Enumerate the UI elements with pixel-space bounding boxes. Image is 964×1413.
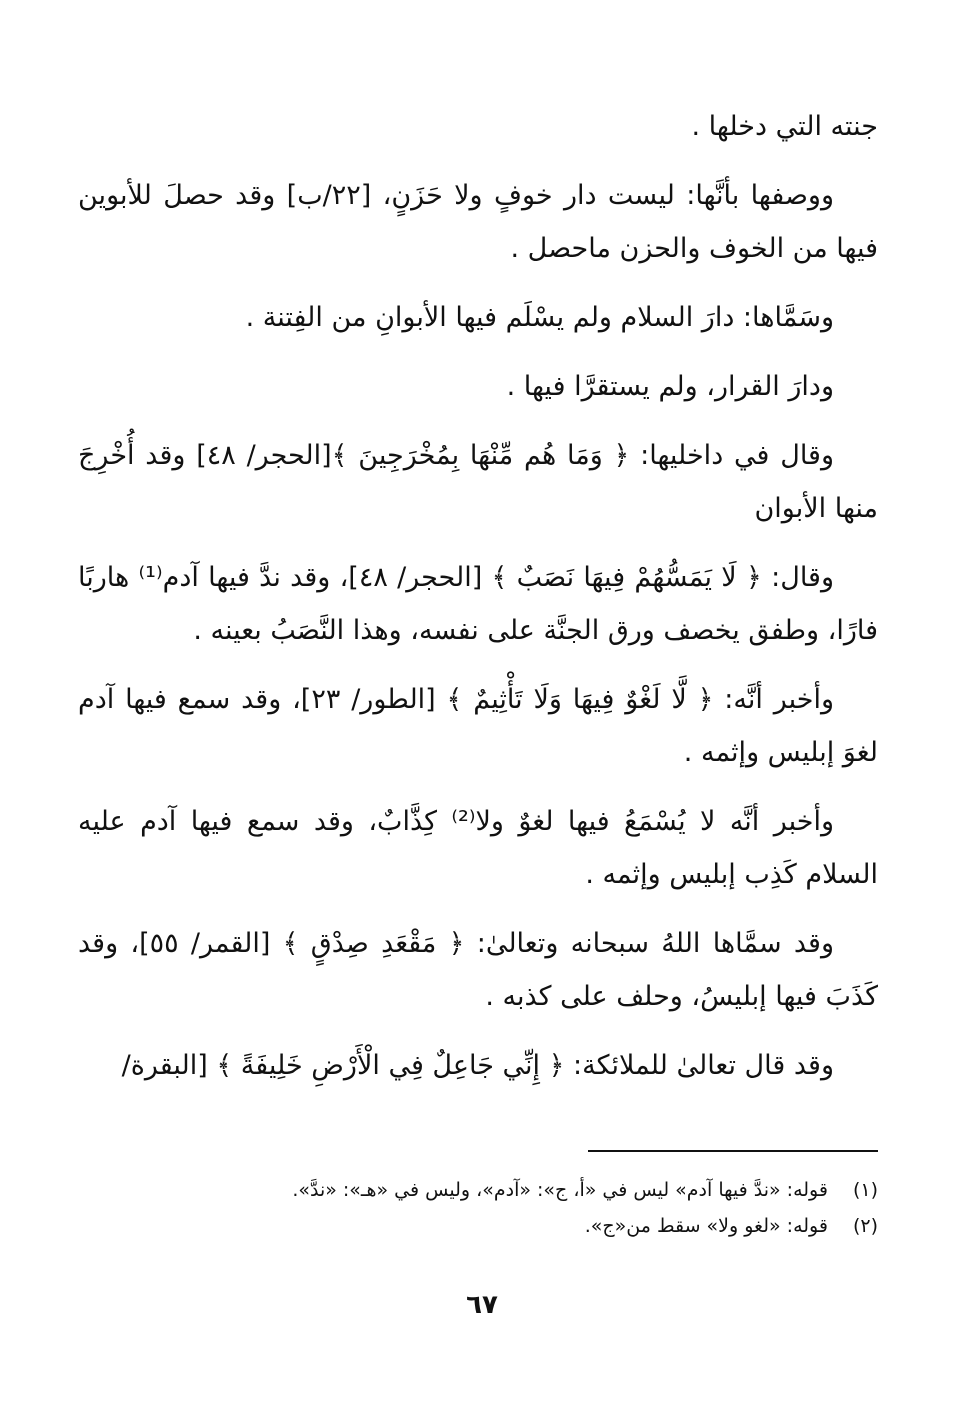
paragraph-5: وقال في داخليها: ﴿ وَمَا هُم مِّنْهَا بِمُخْرَجِينَ ﴾[الحجر/ ٤٨] وقد أُخْرِجَ منها الأبوان (78, 440, 878, 524)
footnote-text: قوله: «ندَّ فيها آدم» ليس في «أ، ج»: «آدم»، وليس في «هـ»: «ندَّ». (292, 1179, 828, 1201)
footnote-2 (88, 1208, 878, 1244)
footnote-number: (٢) (852, 1215, 878, 1237)
footnote-text: قوله: «لغو ولا» سقط من«ج». (584, 1215, 828, 1237)
paragraph-7: وأخبر أنَّه: ﴿ لَّا لَغْوٌ فِيهَا وَلَا تَأْثِيمٌ ﴾ [الطور/ ٢٣]، وقد سمع فيها آدم لغوَ إبليس وإثمه . (78, 684, 878, 768)
paragraph-6: وقال: ﴿ لَا يَمَسُّهُمْ فِيهَا نَصَبٌ ﴾ [الحجر/ ٤٨]، وقد ندَّ فيها آدم⁽¹⁾ هاربًا فارًا، وطفق يخصف ورق الجنَّة على نفسه، وهذا النَّصَبُ بعينه . (78, 562, 878, 646)
footnotes (88, 1172, 878, 1244)
paragraph-2: ووصفها بأنَّها: ليست دار خوفٍ ولا حَزَنٍ، [٢٢/ب] وقد حصلَ للأبوين فيها من الخوف والحزن ماحصل . (78, 180, 878, 264)
paragraph-8: وأخبر أنَّه لا يُسْمَعُ فيها لغوٌ ولا⁽²⁾ كِذَّابٌ، وقد سمع فيها آدم عليه السلام كَذِب إبليس وإثمه . (78, 806, 878, 890)
paragraph-4: ودارَ القرار، ولم يستقرَّا فيها . (506, 371, 834, 402)
paragraph-1: جنته التي دخلها . (691, 111, 878, 142)
footnote-number: (١) (852, 1179, 878, 1201)
main-text (78, 100, 878, 1108)
page-number: ٦٧ (466, 1290, 498, 1320)
footnote-divider (588, 1150, 878, 1152)
paragraph-9: وقد سمَّاها اللهُ سبحانه وتعالىٰ: ﴿ مَقْعَدِ صِدْقٍ ﴾ [القمر/ ٥٥]، وقد كَذَبَ فيها إبليسُ، وحلف على كذبه . (78, 928, 878, 1012)
paragraph-3: وسَمَّاها: دارَ السلام ولم يسْلَم فيها الأبوانِ من الفِتنة . (245, 302, 834, 333)
footnote-1 (88, 1172, 878, 1208)
paragraph-10: وقد قال تعالىٰ للملائكة: ﴿ إِنِّي جَاعِلٌ فِي الْأَرْضِ خَلِيفَةً ﴾ [البقرة/ (121, 1050, 834, 1081)
